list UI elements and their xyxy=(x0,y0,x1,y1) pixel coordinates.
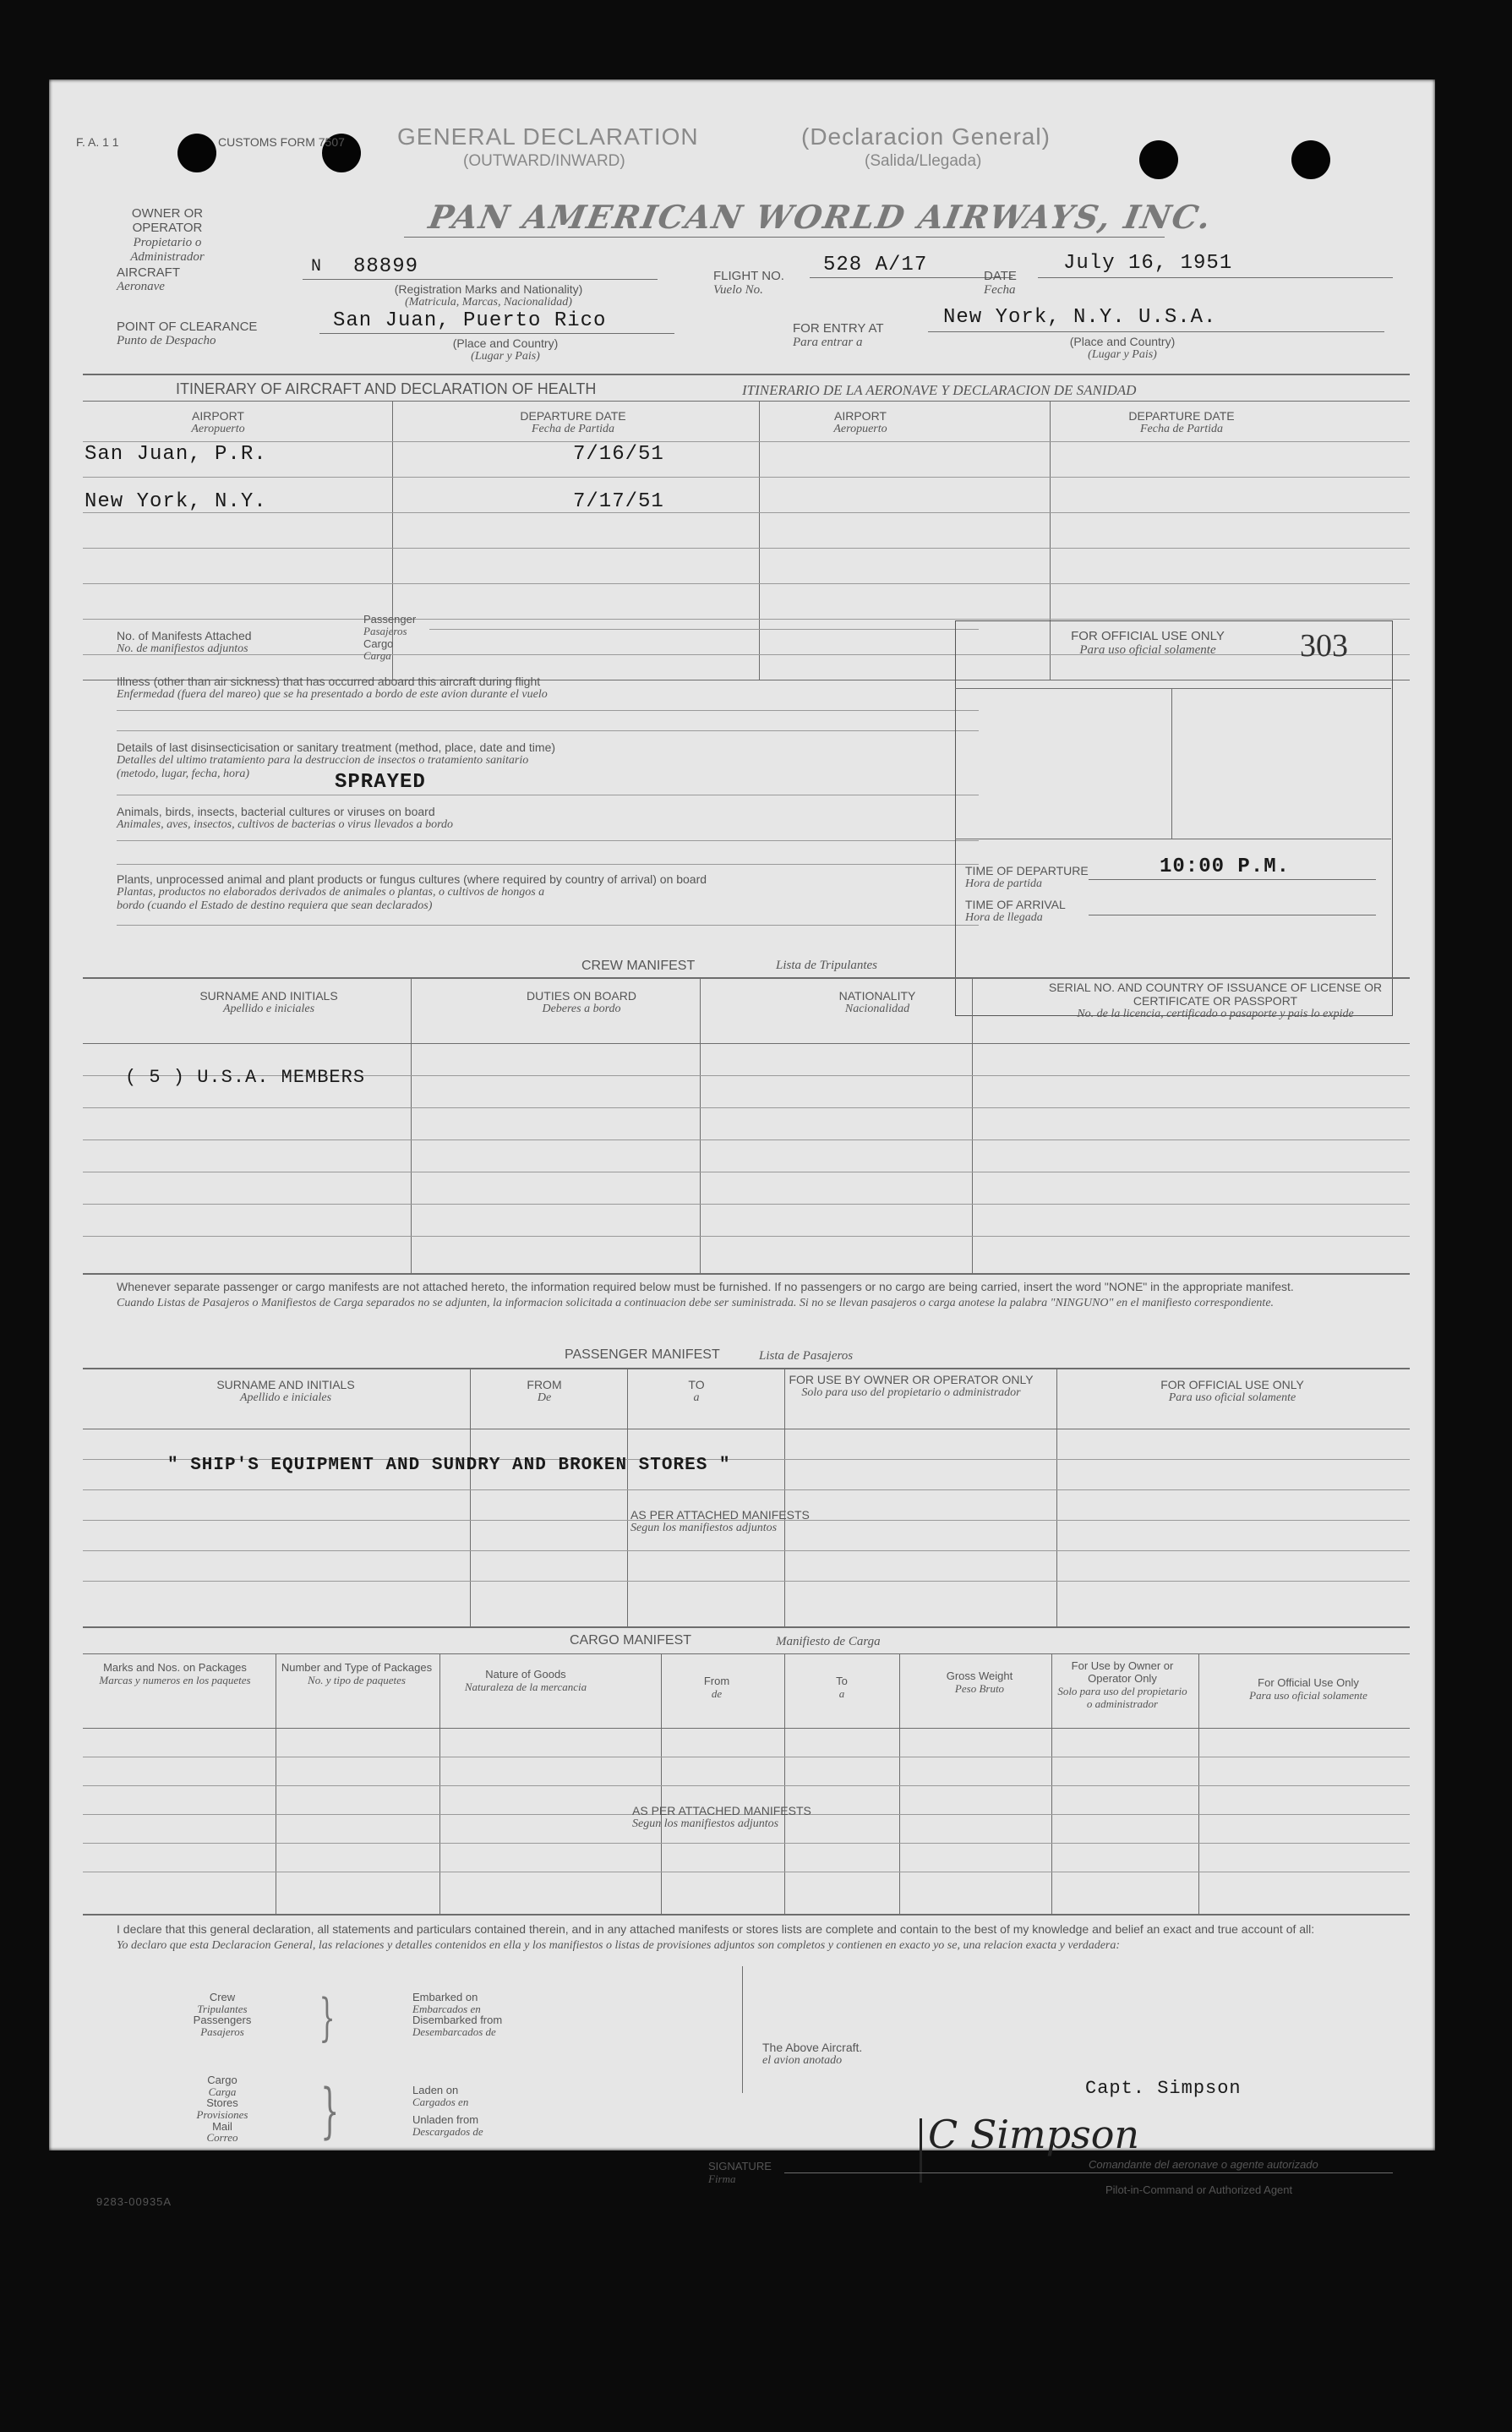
decl-above-es: el avion anotado xyxy=(762,2054,843,2068)
disinsect-label-en: Details of last disinsecticisation or sanitary treatment (method, place, date and time) xyxy=(117,741,556,754)
crew-col-nationality-en: NATIONALITY xyxy=(838,989,916,1003)
illness-label-es: Enfermedad (fuera del mareo) que se ha presentado a bordo de este avion durante el vuelo xyxy=(117,688,548,702)
crew-col-nationality xyxy=(751,989,1004,1016)
itin-col-departure-es: Fecha de Partida xyxy=(532,423,614,436)
flight-number: 528 A/17 xyxy=(823,254,928,276)
cargo-col-weight xyxy=(916,1670,1043,1696)
cargo-col-official-en: For Official Use Only xyxy=(1258,1676,1359,1689)
cargo-col-weight-en: Gross Weight xyxy=(946,1670,1013,1682)
pass-col-to-es: a xyxy=(693,1391,700,1405)
crew-col-serial xyxy=(1029,981,1401,1021)
itin-row-airport: San Juan, P.R. xyxy=(85,443,267,466)
decl-embarked-es: Embarcados en xyxy=(412,2002,481,2015)
cargo-col-from-es: de xyxy=(711,1686,723,1700)
animals-label-es: Animales, aves, insectos, cultivos de bacterias o virus llevados a bordo xyxy=(117,818,454,832)
itin-col-departure-en: DEPARTURE DATE xyxy=(520,409,626,423)
disinsect-value: SPRAYED xyxy=(335,771,426,794)
owner-label-es: Propietario o Administrador xyxy=(130,235,205,264)
manifests-label-es: No. de manifiestos adjuntos xyxy=(117,642,248,656)
decl-stores-en: Stores xyxy=(206,2096,238,2110)
itin-col-airport xyxy=(134,409,303,436)
form-code: F. A. 1 1 xyxy=(76,135,119,149)
pass-col-owner-en: FOR USE BY OWNER OR OPERATOR ONLY xyxy=(789,1373,1034,1386)
subtitle-en: (OUTWARD/INWARD) xyxy=(463,152,625,170)
entry-sub xyxy=(1021,335,1224,362)
manifest-passenger-en: Passenger xyxy=(363,613,417,626)
pass-col-owner xyxy=(784,1373,1038,1400)
manifests-label xyxy=(117,629,252,656)
cargo-col-to-es: a xyxy=(838,1686,845,1700)
itin-col-airport-en: AIRPORT xyxy=(192,409,244,423)
time-departure-value: 10:00 P.M. xyxy=(1160,855,1291,878)
owner-label-en: OWNER OR OPERATOR xyxy=(131,206,204,236)
cargo-col-marks-en: Marks and Nos. on Packages xyxy=(103,1661,247,1674)
clearance-sub-es: (Lugar y Pais) xyxy=(471,350,540,363)
official-use-label-en: FOR OFFICIAL USE ONLY xyxy=(1071,629,1225,643)
captain-signature: C Simpson xyxy=(928,2112,1140,2157)
notice-en: Whenever separate passenger or cargo manifests are not attached hereto, the information required below must be furnished. If no passengers or no cargo are being carried, insert the word "NONE" in the appropriate manifest. xyxy=(117,1280,1294,1293)
decl-embark xyxy=(412,1992,502,2038)
decl-disembarked-en: Disembarked from xyxy=(412,2014,503,2027)
decl-pass-en: Passengers xyxy=(193,2014,252,2027)
signature-label xyxy=(708,2161,772,2186)
crew-title-es: Lista de Tripulantes xyxy=(776,959,878,972)
itin-col-airport-2-en: AIRPORT xyxy=(834,409,887,423)
pass-col-surname-es: Apellido e iniciales xyxy=(239,1391,332,1405)
pass-col-from-en: FROM xyxy=(527,1378,562,1391)
crew-col-duties xyxy=(446,989,717,1016)
cargo-title-es: Manifiesto de Carga xyxy=(776,1635,881,1648)
pass-col-official-es: Para uso oficial solamente xyxy=(1168,1391,1296,1405)
cargo-col-nature-es: Naturaleza de la mercancia xyxy=(464,1680,587,1693)
crew-col-surname-es: Apellido e iniciales xyxy=(222,1003,315,1016)
declaration-es: Yo declaro que esta Declaracion General, las relaciones y detalles contenidos en ella y los manifiestos o listas de provisiones adjuntos son completos y contienen en exacto yo se, una relacion exacta y verdadera: xyxy=(117,1939,1121,1953)
pass-col-from xyxy=(477,1378,612,1405)
declaration-sheet xyxy=(49,79,1435,2208)
pass-col-to xyxy=(629,1378,764,1405)
cargo-col-to xyxy=(791,1675,892,1701)
cargo-attached xyxy=(632,1804,811,1831)
cargo-col-official xyxy=(1215,1677,1401,1702)
signature-label-es: Firma xyxy=(708,2172,736,2185)
form-number: 9283-00935A xyxy=(96,2195,172,2208)
decl-mail-es: Correo xyxy=(206,2131,238,2145)
punch-hole xyxy=(1139,140,1178,179)
itin-col-departure-2 xyxy=(1097,409,1266,436)
itin-row-airport: New York, N.Y. xyxy=(85,490,267,513)
cargo-col-from-en: From xyxy=(703,1675,730,1687)
flight-date: July 16, 1951 xyxy=(1063,252,1233,275)
disinsect-label-es2: (metodo, lugar, fecha, hora) xyxy=(117,768,250,781)
clearance-sub-en: (Place and Country) xyxy=(452,336,559,350)
pass-col-surname xyxy=(134,1378,438,1405)
cargo-col-from xyxy=(666,1675,767,1701)
crew-col-serial-en: SERIAL NO. AND COUNTRY OF ISSUANCE OF LICENSE OR CERTIFICATE OR PASSPORT xyxy=(1048,981,1383,1008)
cargo-col-to-en: To xyxy=(836,1675,848,1687)
manifest-passenger-es: Pasajeros xyxy=(363,625,407,638)
crew-col-serial-es: No. de la licencia, certificado o pasaporte y pais lo expide xyxy=(1077,1008,1354,1021)
cargo-attached-en: AS PER ATTACHED MANIFESTS xyxy=(632,1804,811,1817)
entry-sub-es: (Lugar y Pais) xyxy=(1088,348,1157,362)
illness-label xyxy=(117,675,548,702)
aircraft-sub-es: (Matricula, Marcas, Nacionalidad) xyxy=(405,296,572,309)
itin-col-airport-es: Aeropuerto xyxy=(191,423,245,436)
title-en: GENERAL DECLARATION xyxy=(397,123,699,150)
passenger-title-es: Lista de Pasajeros xyxy=(759,1349,854,1363)
brace-icon: } xyxy=(319,1988,336,2047)
decl-embarked-en: Embarked on xyxy=(412,1991,478,2003)
pass-col-owner-es: Solo para uso del propietario o administrador xyxy=(801,1386,1021,1400)
itin-col-departure-2-es: Fecha de Partida xyxy=(1140,423,1223,436)
plants-label-es2: bordo (cuando el Estado de destino requiera que sean declarados) xyxy=(117,899,433,913)
pass-col-official xyxy=(1063,1378,1401,1405)
company-name: PAN AMERICAN WORLD AIRWAYS, INC. xyxy=(426,198,1215,236)
date-label xyxy=(984,269,1017,298)
decl-mail-en: Mail xyxy=(212,2119,232,2133)
decl-laden-en: Laden on xyxy=(412,2084,459,2096)
time-departure-label xyxy=(965,864,1089,891)
clearance-label-en: POINT OF CLEARANCE xyxy=(117,320,258,334)
date-label-es: Fecha xyxy=(984,283,1016,298)
flight-label xyxy=(713,269,784,298)
title-es: (Declaracion General) xyxy=(801,123,1051,150)
cargo-col-number xyxy=(281,1662,433,1687)
decl-crew-en: Crew xyxy=(209,1991,236,2003)
time-arrival-label-en: TIME OF ARRIVAL xyxy=(965,898,1066,911)
aircraft-prefix: N xyxy=(311,257,323,276)
passenger-attached-en: AS PER ATTACHED MANIFESTS xyxy=(630,1508,810,1522)
flight-label-es: Vuelo No. xyxy=(713,283,763,298)
brace-icon: } xyxy=(320,2076,340,2145)
itin-row-date: 7/17/51 xyxy=(573,490,664,513)
decl-crew-pass xyxy=(176,1992,269,2038)
itinerary-title-en: ITINERARY OF AIRCRAFT AND DECLARATION OF HEALTH xyxy=(176,380,597,397)
decl-pass-es: Pasajeros xyxy=(200,2025,244,2038)
crew-col-surname xyxy=(117,989,421,1016)
aircraft-label-es: Aeronave xyxy=(117,280,165,294)
itin-col-airport-2-es: Aeropuerto xyxy=(833,423,887,436)
plants-label xyxy=(117,872,707,913)
notice-es: Cuando Listas de Pasajeros o Manifiestos de Carga separados no se adjunten, la informacion solicitada a continuacion debe ser suministrada. Si no se llevan pasajeros o carga anotese la palabra "NINGUNO" en el manifiesto correspondiente. xyxy=(117,1297,1275,1310)
manifest-cargo-en: Cargo xyxy=(363,637,394,650)
clearance-label-es: Punto de Despacho xyxy=(117,334,216,348)
official-use-box xyxy=(955,620,1393,1016)
cargo-col-owner xyxy=(1055,1660,1190,1711)
decl-stores-es: Provisiones xyxy=(196,2107,248,2121)
customs-ref: CUSTOMS FORM 7507 xyxy=(218,135,345,149)
passenger-title-en: PASSENGER MANIFEST xyxy=(565,1347,720,1362)
aircraft-sub xyxy=(336,282,641,309)
crew-members: ( 5 ) U.S.A. MEMBERS xyxy=(125,1067,366,1088)
entry-point: New York, N.Y. U.S.A. xyxy=(943,306,1217,329)
decl-above-aircraft xyxy=(762,2041,862,2068)
cargo-col-owner-en: For Use by Owner or Operator Only xyxy=(1071,1659,1174,1685)
decl-laden-es: Cargados en xyxy=(412,2095,469,2108)
aircraft-label-en: AIRCRAFT xyxy=(117,265,180,280)
notice-text xyxy=(117,1280,1384,1310)
cargo-attached-es: Segun los manifiestos adjuntos xyxy=(632,1817,779,1831)
captain-name: Capt. Simpson xyxy=(1085,2078,1242,2099)
decl-unladen-es: Descargados de xyxy=(412,2124,483,2138)
crew-col-duties-es: Deberes a bordo xyxy=(542,1003,621,1016)
flight-label-en: FLIGHT NO. xyxy=(713,269,784,283)
animals-label-en: Animals, birds, insects, bacterial cultures or viruses on board xyxy=(117,805,435,818)
cargo-col-nature xyxy=(450,1669,602,1694)
decl-crew-es: Tripulantes xyxy=(197,2002,248,2015)
crew-col-nationality-es: Nacionalidad xyxy=(844,1003,910,1016)
subtitle-es: (Salida/Llegada) xyxy=(865,152,982,170)
manifests-label-en: No. of Manifests Attached xyxy=(117,629,252,642)
pass-col-to-en: TO xyxy=(688,1378,705,1391)
official-number: 303 xyxy=(1300,628,1348,664)
itin-col-departure-2-en: DEPARTURE DATE xyxy=(1128,409,1235,423)
disinsect-label-es: Detalles del ultimo tratamiento para la destruccion de insectos o tratamiento sanitario xyxy=(117,754,529,768)
aircraft-label xyxy=(117,265,180,295)
crew-col-surname-en: SURNAME AND INITIALS xyxy=(199,989,338,1003)
pass-col-from-es: De xyxy=(537,1391,552,1405)
declaration-text xyxy=(117,1922,1401,1953)
aircraft-registration: 88899 xyxy=(353,255,419,278)
itinerary-title-es: ITINERARIO DE LA AERONAVE Y DECLARACION DE SANIDAD xyxy=(742,382,1137,398)
entry-label-es: Para entrar a xyxy=(793,336,863,350)
entry-sub-en: (Place and Country) xyxy=(1069,335,1176,348)
itin-col-airport-2 xyxy=(776,409,945,436)
decl-laden xyxy=(412,2085,483,2138)
itin-col-departure xyxy=(489,409,658,436)
cargo-col-official-es: Para uso oficial solamente xyxy=(1249,1688,1367,1702)
plants-label-es: Plantas, productos no elaborados derivados de animales o plantas, o cultivos de hongos a xyxy=(117,886,545,899)
clearance-sub xyxy=(404,336,607,363)
manifest-cargo-es: Carga xyxy=(363,648,391,662)
manifests-types xyxy=(363,614,416,662)
entry-label xyxy=(793,321,884,351)
decl-cargo-en: Cargo xyxy=(207,2074,237,2086)
decl-disembarked-es: Desembarcados de xyxy=(412,2025,496,2038)
cargo-title-en: CARGO MANIFEST xyxy=(570,1633,692,1648)
cargo-col-nature-en: Nature of Goods xyxy=(485,1668,566,1681)
crew-col-duties-en: DUTIES ON BOARD xyxy=(527,989,636,1003)
signature-label-en: SIGNATURE xyxy=(708,2160,772,2172)
declaration-en: I declare that this general declaration, all statements and particulars contained therein, and in any attached manifests or stores lists are complete and contain to the best of my knowledge and belief an exact and true account of all: xyxy=(117,1922,1315,1936)
cargo-col-marks xyxy=(86,1662,264,1687)
decl-above-en: The Above Aircraft. xyxy=(762,2041,863,2054)
clearance-point: San Juan, Puerto Rico xyxy=(333,309,607,332)
pass-col-surname-en: SURNAME AND INITIALS xyxy=(216,1378,355,1391)
cargo-col-marks-es: Marcas y numeros en los paquetes xyxy=(99,1673,251,1686)
commander-label-es: Comandante del aeronave o agente autorizado xyxy=(1089,2158,1318,2171)
aircraft-sub-en: (Registration Marks and Nationality) xyxy=(394,282,583,296)
official-use-label xyxy=(1046,629,1249,659)
crew-title-en: CREW MANIFEST xyxy=(581,959,696,973)
clearance-label xyxy=(117,320,257,349)
time-departure-label-en: TIME OF DEPARTURE xyxy=(965,864,1089,877)
passenger-entry: " SHIP'S EQUIPMENT AND SUNDRY AND BROKEN STORES " xyxy=(167,1456,731,1475)
entry-label-en: FOR ENTRY AT xyxy=(793,321,884,336)
owner-label xyxy=(100,206,235,265)
itin-row-date: 7/16/51 xyxy=(573,443,664,466)
commander-label-en: Pilot-in-Command or Authorized Agent xyxy=(1105,2183,1293,2196)
cargo-col-owner-es: Solo para uso del propietario o administrador xyxy=(1057,1684,1187,1710)
punch-hole xyxy=(177,134,216,172)
decl-cargo-stores-mail xyxy=(176,2074,269,2144)
passenger-attached xyxy=(630,1508,810,1535)
passenger-attached-es: Segun los manifiestos adjuntos xyxy=(630,1522,778,1535)
cargo-col-weight-es: Peso Bruto xyxy=(954,1681,1005,1695)
date-label-en: DATE xyxy=(984,269,1017,283)
cargo-col-number-en: Number and Type of Packages xyxy=(281,1661,433,1674)
plants-label-en: Plants, unprocessed animal and plant products or fungus cultures (where required by country of arrival) on board xyxy=(117,872,707,886)
decl-cargo-es: Carga xyxy=(208,2085,237,2098)
decl-unladen-en: Unladen from xyxy=(412,2113,479,2127)
time-departure-label-es: Hora de partida xyxy=(965,877,1042,891)
animals-label xyxy=(117,805,453,832)
time-arrival-label-es: Hora de llegada xyxy=(965,911,1043,925)
time-arrival-label xyxy=(965,898,1066,925)
official-use-label-es: Para uso oficial solamente xyxy=(1079,643,1216,658)
pass-col-official-en: FOR OFFICIAL USE ONLY xyxy=(1160,1378,1304,1391)
punch-hole xyxy=(1291,140,1330,179)
cargo-col-number-es: No. y tipo de paquetes xyxy=(308,1673,406,1686)
illness-label-en: Illness (other than air sickness) that has occurred aboard this aircraft during flight xyxy=(117,675,541,688)
